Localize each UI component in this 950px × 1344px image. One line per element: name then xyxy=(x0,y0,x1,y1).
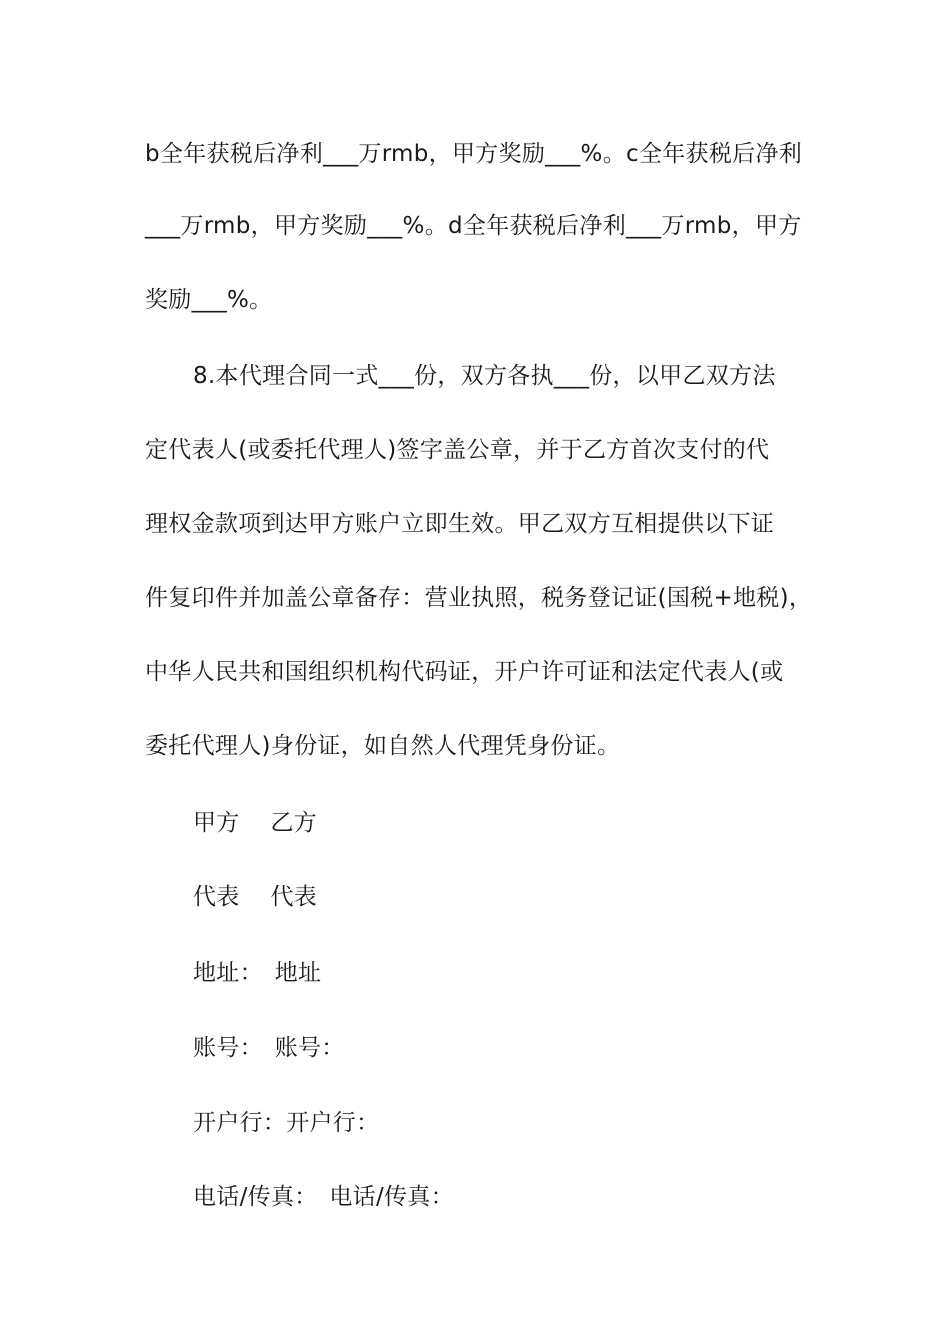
signature-party-row: 甲方 乙方 xyxy=(193,810,318,836)
paragraph-8-line-5: 中华人民共和国组织机构代码证，开户许可证和法定代表人(或 xyxy=(145,659,784,685)
paragraph-8-line-6: 委托代理人)身份证，如自然人代理凭身份证。 xyxy=(145,733,621,759)
paragraph-8-line-2: 定代表人(或委托代理人)签字盖公章，并于乙方首次支付的代 xyxy=(145,437,770,463)
paragraph-8-line-1: 8.本代理合同一式___份，双方各执___份，以甲乙双方法 xyxy=(193,363,776,389)
signature-account-row: 账号： 账号： xyxy=(193,1035,345,1061)
signature-address-row: 地址： 地址 xyxy=(193,960,322,986)
paragraph-7-line-1: b全年获税后净利___万rmb，甲方奖励___%。c全年获税后净利 xyxy=(145,141,803,167)
paragraph-7-line-3: 奖励___%。 xyxy=(145,287,273,313)
paragraph-8-line-4: 件复印件并加盖公章备存：营业执照，税务登记证(国税+地税)， xyxy=(145,585,813,611)
signature-representative-row: 代表 代表 xyxy=(193,884,318,910)
signature-phone-fax-row: 电话/传真： 电话/传真： xyxy=(193,1184,454,1210)
signature-bank-row: 开户行：开户行： xyxy=(193,1110,380,1136)
paragraph-7-line-2: ___万rmb，甲方奖励___%。d全年获税后净利___万rmb，甲方 xyxy=(145,213,802,239)
paragraph-8-line-3: 理权金款项到达甲方账户立即生效。甲乙双方互相提供以下证 xyxy=(145,511,775,537)
